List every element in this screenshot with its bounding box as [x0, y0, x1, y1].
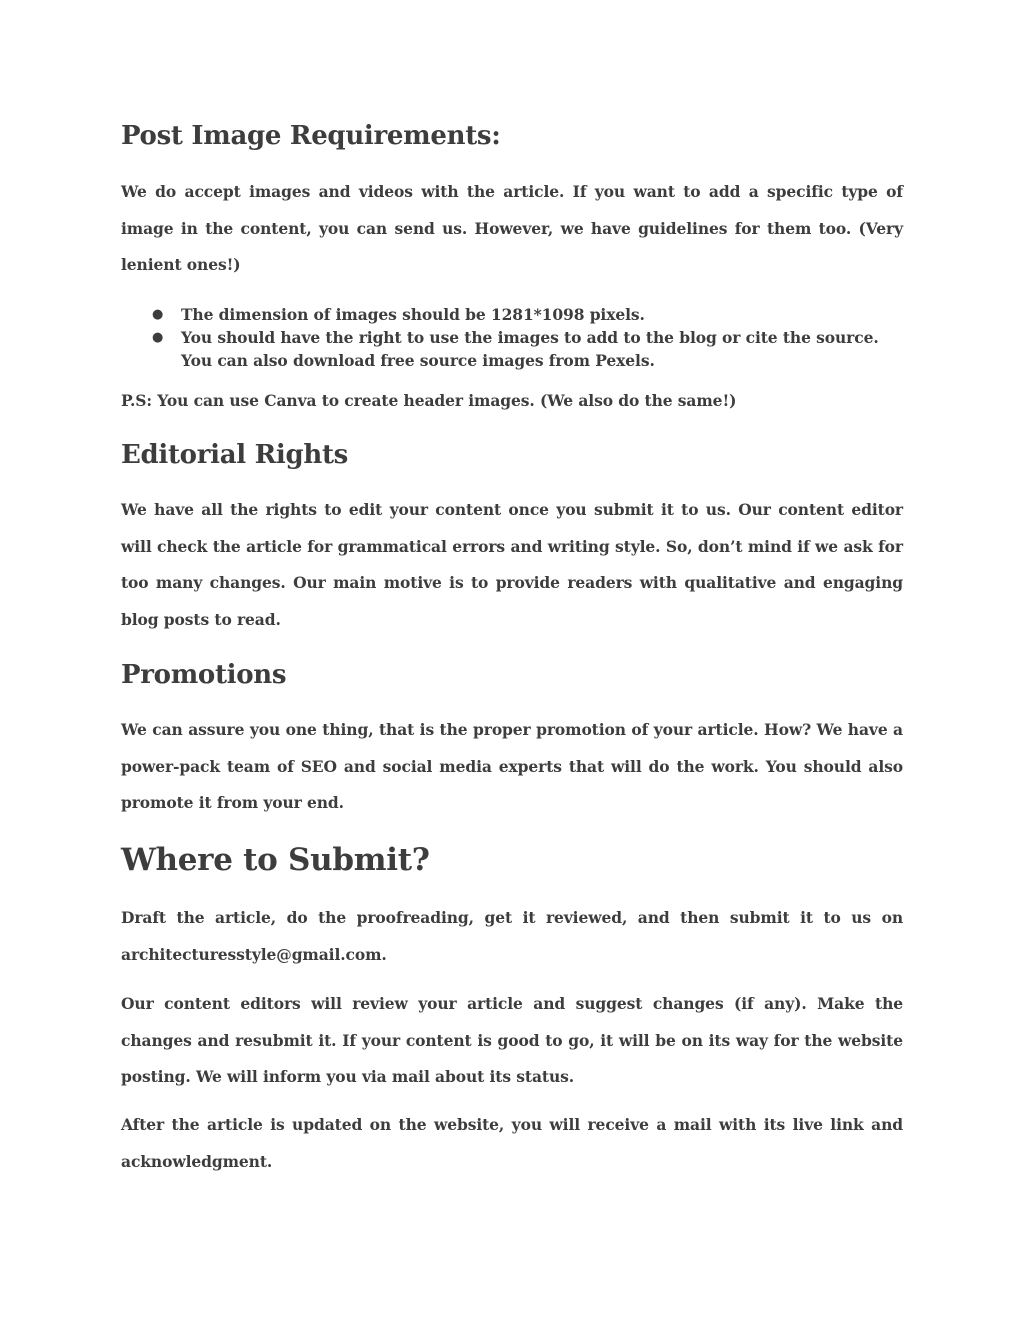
submit-paragraph-2: Our content editors will review your article and suggest changes (if any). Make the changes and resubmit it. If your content is good to go, it will be on its way for the website posting. We will inform you via mail about its status. [121, 994, 903, 1086]
editorial-rights-paragraph: We have all the rights to edit your content once you submit it to us. Our content editor will check the article for grammatical errors and writing style. So, don’t mind if we ask for too many changes. Our main motive is to provide readers with qualitative and engaging blog posts to read. [121, 500, 903, 629]
list-item-text: The dimension of images should be 1281*1098 pixels. [181, 305, 645, 324]
heading-where-to-submit: Where to Submit? [121, 842, 430, 878]
heading-post-image-requirements: Post Image Requirements: [121, 121, 501, 151]
promotions-paragraph: We can assure you one thing, that is the proper promotion of your article. How? We have a power-pack team of SEO and social media experts that will do the work. You should also promote it from your end. [121, 720, 903, 812]
post-image-intro-paragraph: We do accept images and videos with the article. If you want to add a specific type of image in the content, you can send us. However, we have guidelines for them too. (Very lenient ones!) [121, 182, 903, 274]
submit-paragraph-3: After the article is updated on the website, you will receive a mail with its live link and acknowledgment. [121, 1115, 903, 1171]
submit-paragraph-1: Draft the article, do the proofreading, get it reviewed, and then submit it to us on architecturesstyle@gmail.com. [121, 908, 903, 964]
list-item-text: You should have the right to use the images to add to the blog or cite the source. You can also download free source images from Pexels. [181, 328, 879, 370]
heading-editorial-rights: Editorial Rights [121, 440, 348, 470]
list-item [121, 303, 903, 326]
bullet-icon: ● [152, 330, 164, 345]
bullet-icon: ● [152, 307, 164, 322]
list-item [121, 326, 903, 372]
image-guidelines-list [121, 303, 903, 372]
ps-note: P.S: You can use Canva to create header images. (We also do the same!) [121, 391, 737, 410]
heading-promotions: Promotions [121, 660, 287, 690]
